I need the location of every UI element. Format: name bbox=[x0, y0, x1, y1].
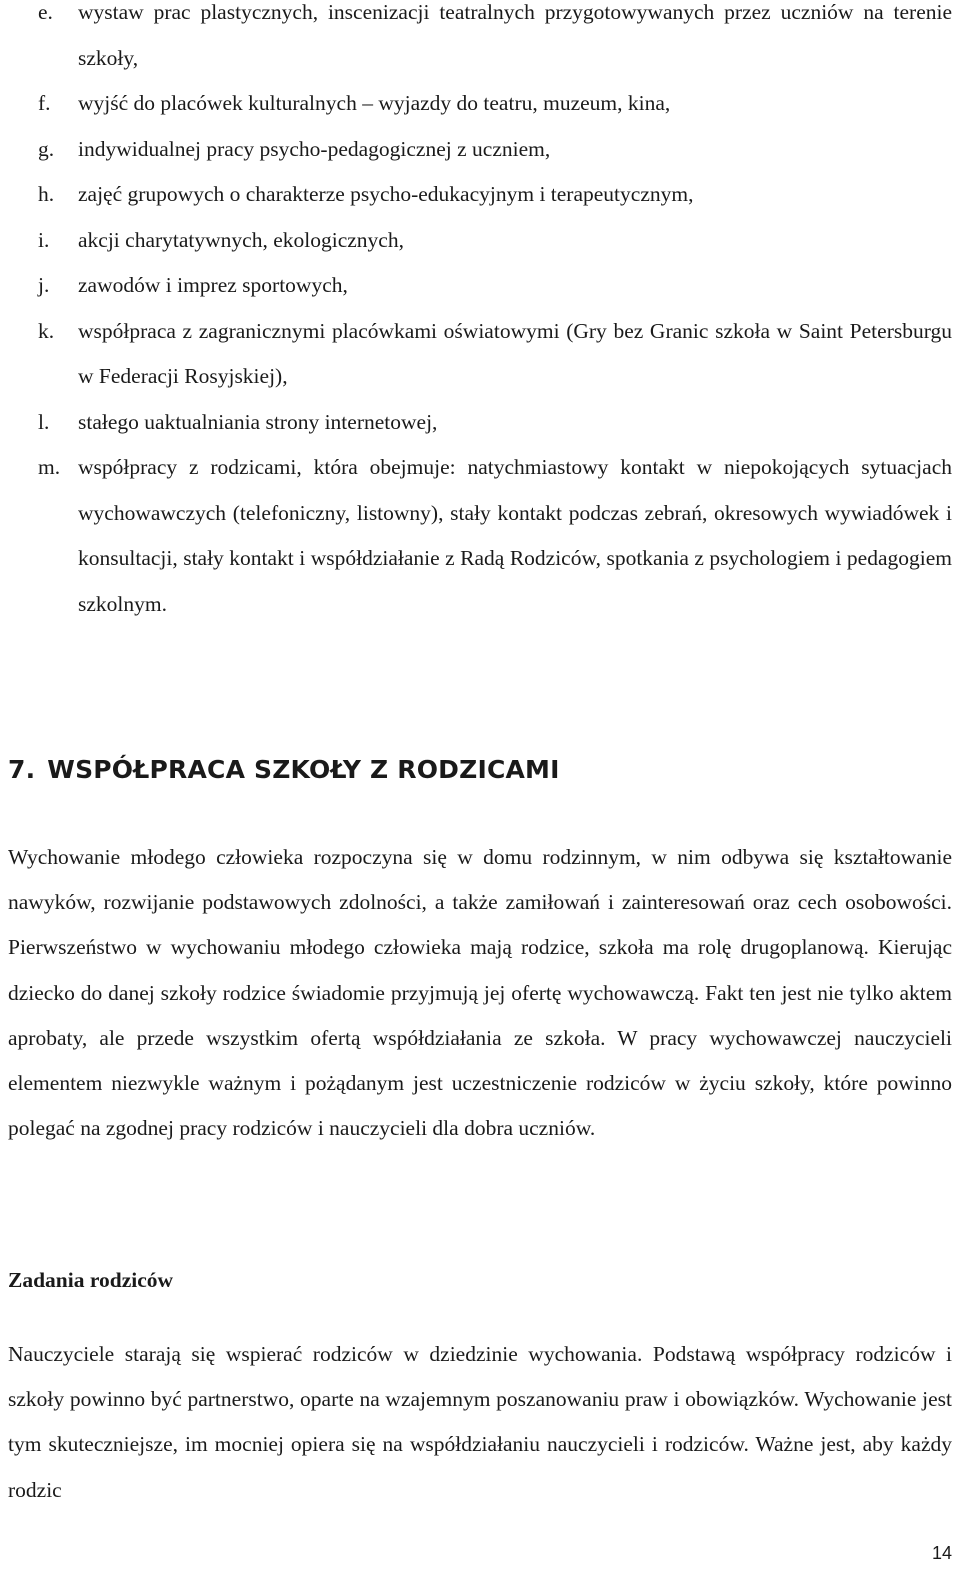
list-marker: m. bbox=[38, 455, 61, 479]
list-item bbox=[0, 172, 960, 218]
section-number: 7. bbox=[8, 755, 36, 784]
list-marker: h. bbox=[38, 182, 55, 206]
list-item bbox=[0, 309, 960, 400]
list-item-text: współpraca z zagranicznymi placówkami oświatowymi (Gry bez Granic szkoła w Saint Petersburgu w Federacji Rosyjskiej), bbox=[78, 318, 952, 388]
list-marker: f. bbox=[38, 91, 51, 115]
list-item bbox=[0, 81, 960, 127]
list-marker: l. bbox=[38, 409, 50, 434]
list-item-text: wystaw prac plastycznych, inscenizacji teatralnych przygotowywanych przez uczniów na terenie szkoły, bbox=[78, 0, 952, 70]
list-marker: k. bbox=[38, 318, 55, 343]
list-marker: g. bbox=[38, 136, 55, 161]
list-item bbox=[0, 127, 960, 173]
page-number: 14 bbox=[931, 1543, 952, 1563]
list-item bbox=[0, 218, 960, 264]
section-title: WSPÓŁPRACA SZKOŁY Z RODZICAMI bbox=[47, 755, 560, 784]
list-item-text: stałego uaktualniania strony internetowej, bbox=[78, 409, 438, 434]
list-item-text: zajęć grupowych o charakterze psycho-edukacyjnym i terapeutycznym, bbox=[78, 182, 694, 206]
section-heading bbox=[8, 755, 560, 784]
list-item-text: zawodów i imprez sportowych, bbox=[78, 273, 348, 297]
list-item bbox=[0, 263, 960, 309]
list-item-text: indywidualnej pracy psycho-pedagogicznej z uczniem, bbox=[78, 136, 551, 161]
list-item bbox=[0, 0, 960, 81]
paragraph: Nauczyciele starają się wspierać rodziców w dziedzinie wychowania. Podstawą współpracy rodziców i szkoły powinno być partnerstwo, oparte na wzajemnym poszanowaniu praw i obowiązków. Wychowanie jest tym skuteczniejsze, im mocniej opiera się na współdziałaniu nauczycieli i rodziców. Ważne jest, aby każdy rodzic bbox=[8, 1342, 952, 1502]
list-marker: i. bbox=[38, 227, 50, 252]
activity-list bbox=[0, 0, 960, 627]
paragraph: Wychowanie młodego człowieka rozpoczyna się w domu rodzinnym, w nim odbywa się kształtowanie nawyków, rozwijanie podstawowych zdolności, a także zamiłowań i zainteresowań oraz cech osobowości. Pierwszeństwo w wychowaniu młodego człowieka mają rodzice, szkoła ma rolę drugoplanową. Kierując dziecko do danej szkoły rodzice świadomie przyjmują jej ofertę wychowawczą. Fakt ten jest nie tylko aktem aprobaty, ale przede wszystkim ofertą współdziałania ze szkoła. W pracy wychowawczej nauczycieli elementem niezwykle ważnym i pożądanym jest uczestniczenie rodziców w życiu szkoły, które powinno polegać na zgodnej pracy rodziców i nauczycieli dla dobra uczniów. bbox=[8, 845, 952, 1141]
list-item-text: akcji charytatywnych, ekologicznych, bbox=[78, 227, 404, 252]
list-item-text: współpracy z rodzicami, która obejmuje: natychmiastowy kontakt w niepokojących sytuacjach wychowawczych (telefoniczny, listowny), stały kontakt podczas zebrań, okresowych wywiadówek i konsultacji, stały kontakt i współdziałanie z Radą Rodziców, spotkania z psychologiem i pedagogiem szkolnym. bbox=[78, 455, 952, 616]
subheading: Zadania rodziców bbox=[8, 1268, 174, 1292]
list-item-text: wyjść do placówek kulturalnych – wyjazdy do teatru, muzeum, kina, bbox=[78, 91, 671, 115]
list-item bbox=[0, 400, 960, 446]
list-item bbox=[0, 445, 960, 627]
list-marker: j. bbox=[38, 273, 50, 297]
list-marker: e. bbox=[38, 0, 53, 24]
